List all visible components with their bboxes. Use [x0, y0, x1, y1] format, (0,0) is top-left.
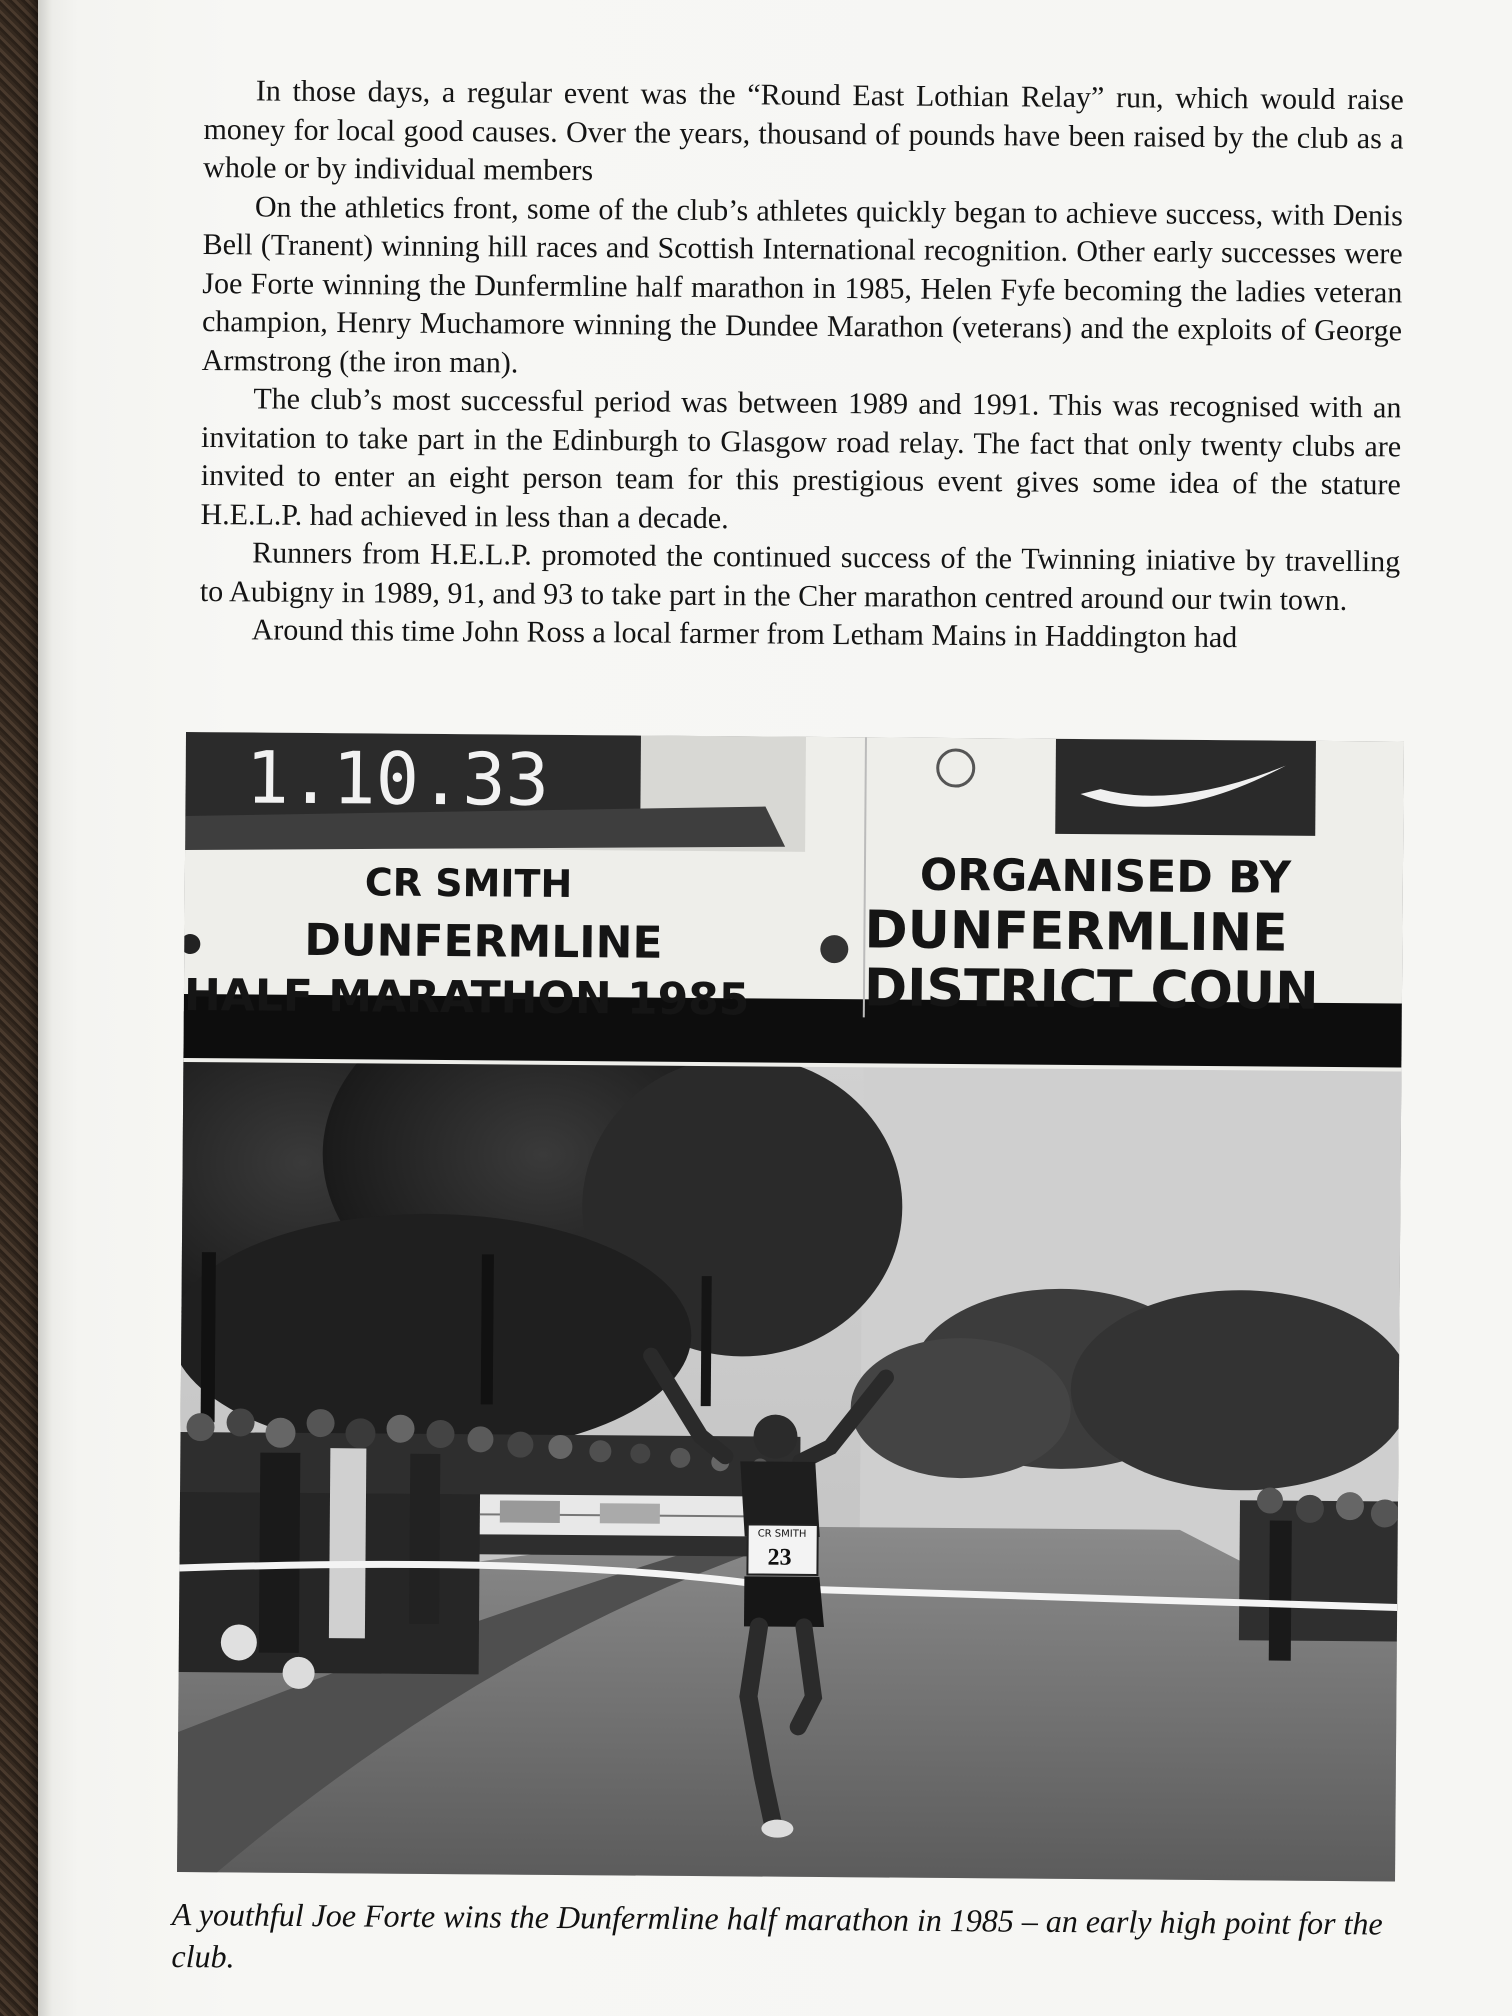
bullet-dot	[820, 935, 848, 963]
banner-right-line1: ORGANISED BY	[919, 849, 1292, 904]
race-finish-photo	[177, 732, 1404, 1882]
paragraph-1: In those days, a regular event was the “Round East Lothian Relay” run, which would raise money for local good causes. Over the years, thousand of pounds have been raised by the club as a whole or by individual members	[203, 74, 1404, 188]
banner-left-line2: HALF MARATHON 1985	[183, 969, 750, 1026]
paragraph-2: On the athletics front, some of the club’s athletes quickly began to achieve success, with Denis Bell (Tranent) winning hill races and Scottish International recognition. Other early successes were Joe Forte winning the Dunfermline half marathon in 1985, Helen Fyfe becoming the ladies veteran champion, Henry Muchamore winning the Dundee Marathon (veterans) and the exploits of George Armstrong (the iron man).	[201, 189, 1404, 379]
bib-sponsor: CR SMITH	[757, 1528, 807, 1540]
sponsor-logo-panel	[1055, 739, 1316, 836]
bib-number: 23	[767, 1544, 792, 1571]
paragraph-3: The club’s most successful period was between 1989 and 1991. This was recognised with an invitation to take part in the Edinburgh to Glasgow road relay. The fact that only twenty clubs are invited to enter an eight person team for this prestigious event gives some idea of the stature H.E.L.P. had achieved in less than a decade.	[200, 382, 1402, 535]
body-text	[199, 72, 1403, 659]
paragraph-4: Runners from H.E.L.P. promoted the continued success of the Twinning iniative by travelling to Aubigny in 1989, 91, and 93 to take part in the Cher marathon centred around our twin town.	[199, 536, 1401, 617]
sponsor-name: CR SMITH	[364, 860, 573, 907]
paragraph-5: Around this time John Ross a local farmer from Letham Mains in Haddington had	[251, 613, 1238, 655]
banner-right-line2: DUNFERMLINE	[864, 900, 1288, 964]
race-clock-time: 1.10.33	[245, 735, 550, 822]
banner-right-line3: DISTRICT COUN	[863, 958, 1319, 1022]
photo-caption: A youthful Joe Forte wins the Dunfermline half marathon in 1985 – an early high point for the club.	[171, 1895, 1383, 1975]
crowd-right	[1239, 1487, 1399, 1661]
banner-left-line1: DUNFERMLINE	[304, 914, 663, 969]
page-edge	[38, 0, 52, 2016]
